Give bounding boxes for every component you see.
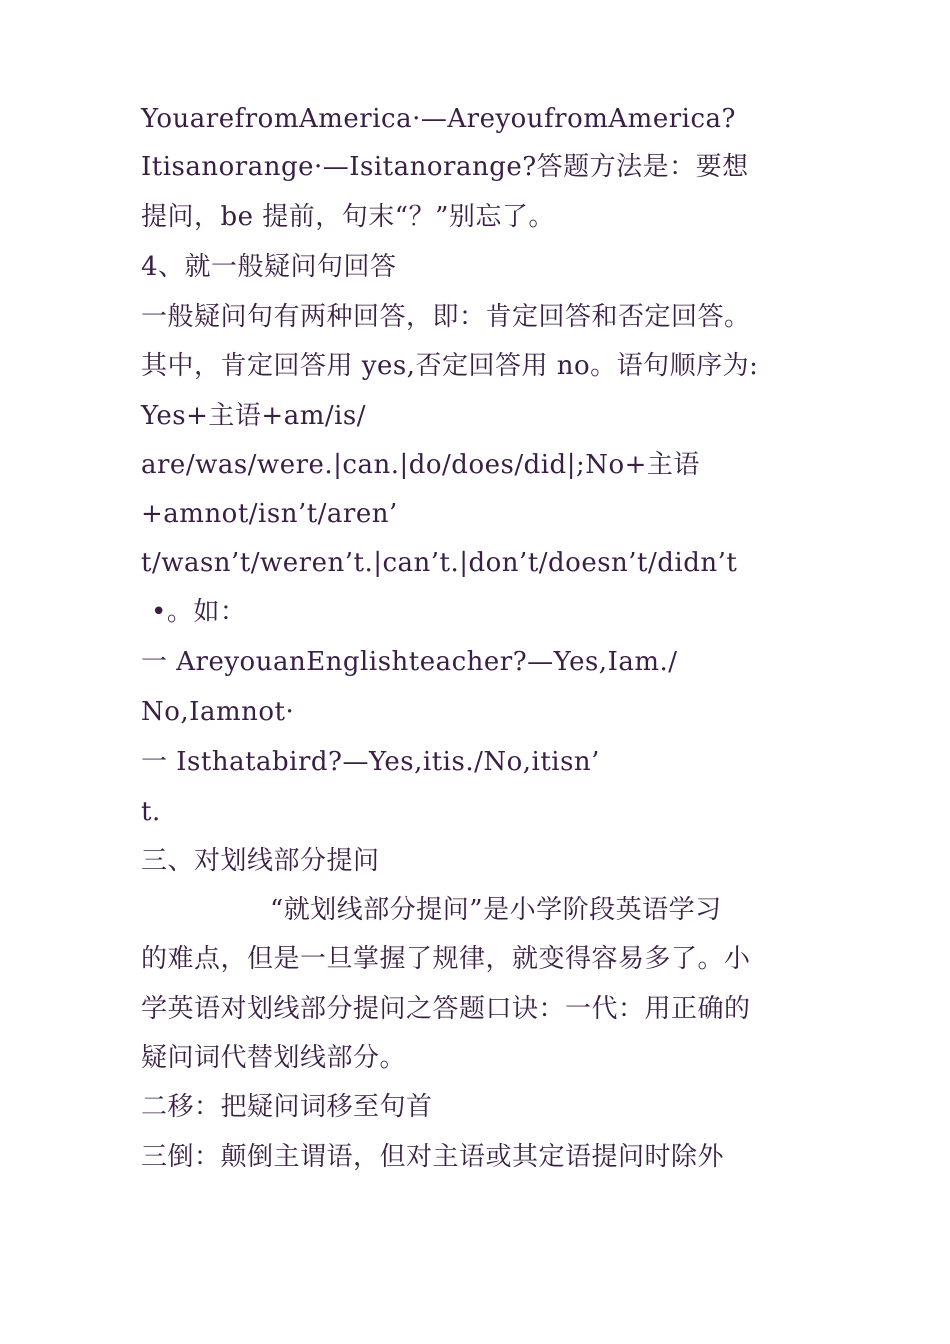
text-line-8: are/was/were.|can.|do/does/did|;No+主语 — [141, 450, 700, 480]
section-heading-3: 三、对划线部分提问 — [141, 846, 380, 876]
text-line-3: 提问，be 提前，句末“？”别忘了。 — [141, 202, 555, 232]
paragraph-line-4: 疑问词代替划线部分。 — [141, 1043, 407, 1073]
text-line-10: t/wasn’t/weren’t.|can’t.|don’t/doesn’t/didn’t — [141, 548, 738, 578]
text-line-9: +amnot/isn’t/aren’ — [141, 499, 398, 529]
rule-line-2: 二移：把疑问词移至句首 — [141, 1092, 433, 1122]
text-line-2: Itisanorange·—Isitanorange?答题方法是：要想 — [141, 152, 749, 182]
paragraph-line-1: “就划线部分提问”是小学阶段英语学习 — [270, 895, 722, 925]
text-line-1: YouarefromAmerica·—AreyoufromAmerica? — [141, 104, 736, 134]
section-heading-4: 4、就一般疑问句回答 — [141, 252, 397, 282]
example-line-3: 一 Isthatabird?—Yes,itis./No,itisn’ — [141, 747, 600, 777]
text-line-5: 一般疑问句有两种回答，即：肯定回答和否定回答。 — [141, 302, 751, 332]
example-line-2: No,Iamnot· — [141, 697, 295, 727]
example-line-1: 一 AreyouanEnglishteacher?—Yes,Iam./ — [141, 647, 678, 677]
text-line-6: 其中，肯定回答用 yes,否定回答用 no。语句顺序为: — [141, 351, 759, 381]
text-line-11: •。如： — [151, 597, 247, 627]
paragraph-line-3: 学英语对划线部分提问之答题口诀：一代：用正确的 — [141, 994, 751, 1024]
example-line-4: t. — [141, 797, 161, 827]
paragraph-line-2: 的难点，但是一旦掌握了规律，就变得容易多了。小 — [141, 944, 751, 974]
rule-line-3: 三倒：颠倒主谓语，但对主语或其定语提问时除外 — [141, 1142, 725, 1172]
text-line-7: Yes+主语+am/is/ — [141, 401, 367, 431]
